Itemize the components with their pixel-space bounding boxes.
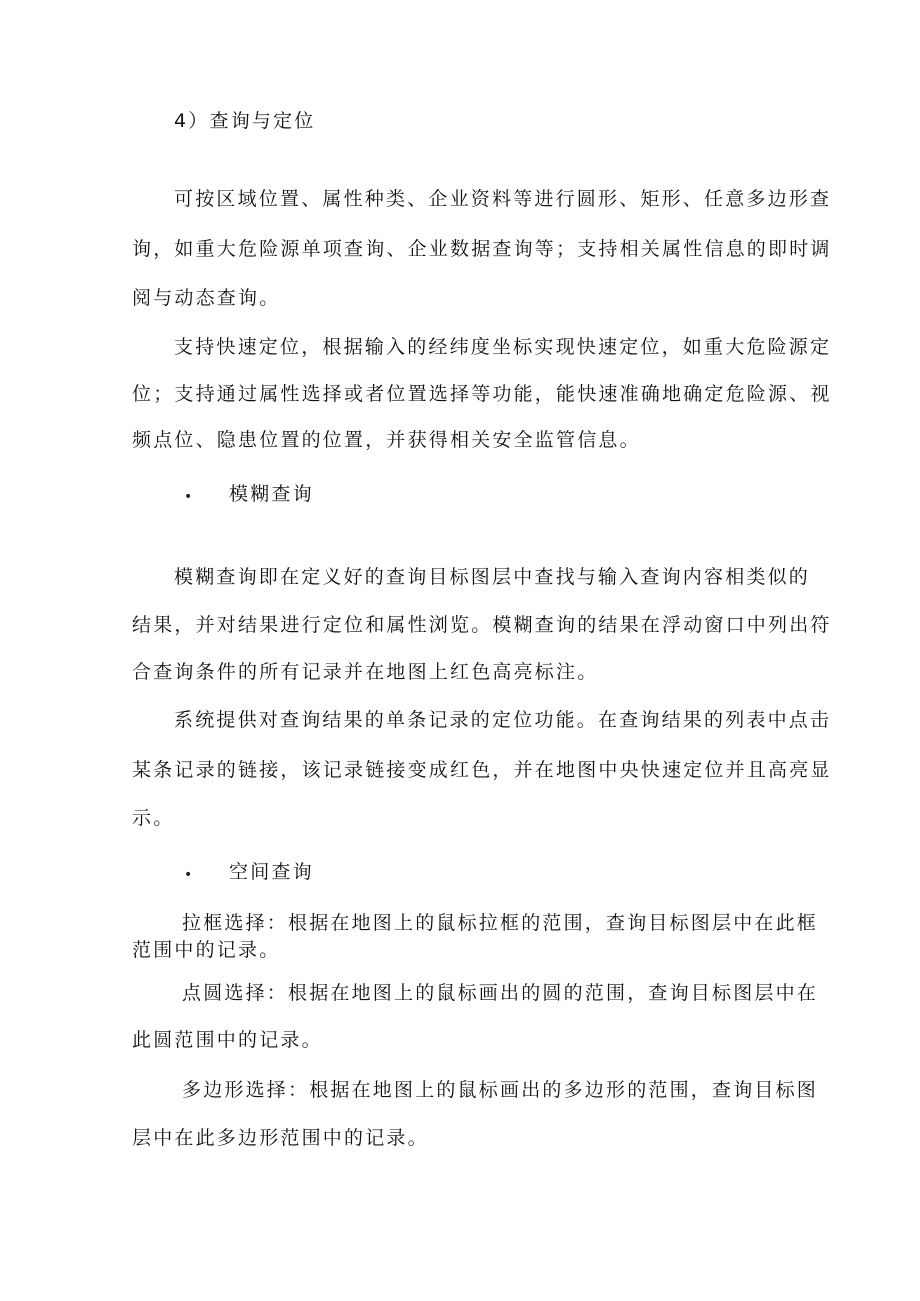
paragraph-line: 频点位、隐患位置的位置，并获得相关安全监管信息。 <box>132 429 641 451</box>
paragraph-line: 支持快速定位，根据输入的经纬度坐标实现快速定位，如重大危险源定 <box>174 336 832 358</box>
paragraph-line: 拉框选择：根据在地图上的鼠标拉框的范围，查询目标图层中在此框 <box>182 912 819 934</box>
paragraph-line: 点圆选择：根据在地图上的鼠标画出的圆的范围，查询目标图层中在 <box>182 982 819 1004</box>
paragraph-line: 合查询条件的所有记录并在地图上红色高亮标注。 <box>132 661 599 683</box>
paragraph-line: 此圆范围中的记录。 <box>132 1029 323 1051</box>
paragraph-line: 某条记录的链接，该记录链接变成红色，并在地图中央快速定位并且高亮显 <box>132 759 832 781</box>
paragraph-line: 位；支持通过属性选择或者位置选择等功能，能快速准确地确定危险源、视 <box>132 383 832 405</box>
paragraph-line: 模糊查询即在定义好的查询目标图层中查找与输入查询内容相类似的 <box>174 566 811 588</box>
paragraph-line: 结果，并对结果进行定位和属性浏览。模糊查询的结果在浮动窗口中列出符 <box>132 614 832 636</box>
paragraph-line: 系统提供对查询结果的单条记录的定位功能。在查询结果的列表中点击 <box>174 709 832 731</box>
paragraph-line: 范围中的记录。 <box>132 939 281 961</box>
paragraph-line: 层中在此多边形范围中的记录。 <box>132 1127 429 1149</box>
bullet-marker: • <box>184 489 193 505</box>
paragraph-line: 示。 <box>132 807 175 829</box>
bullet-label: 空间查询 <box>229 861 314 883</box>
paragraph-line: 阅与动态查询。 <box>132 287 281 309</box>
section-heading: 4）查询与定位 <box>174 110 316 132</box>
paragraph-line: 多边形选择：根据在地图上的鼠标画出的多边形的范围，查询目标图 <box>182 1079 819 1101</box>
bullet-marker: • <box>184 867 193 883</box>
paragraph-line: 询，如重大危险源单项查询、企业数据查询等；支持相关属性信息的即时调 <box>132 238 832 260</box>
paragraph-line: 可按区域位置、属性种类、企业资料等进行圆形、矩形、任意多边形查 <box>174 188 832 210</box>
bullet-label: 模糊查询 <box>229 483 314 505</box>
